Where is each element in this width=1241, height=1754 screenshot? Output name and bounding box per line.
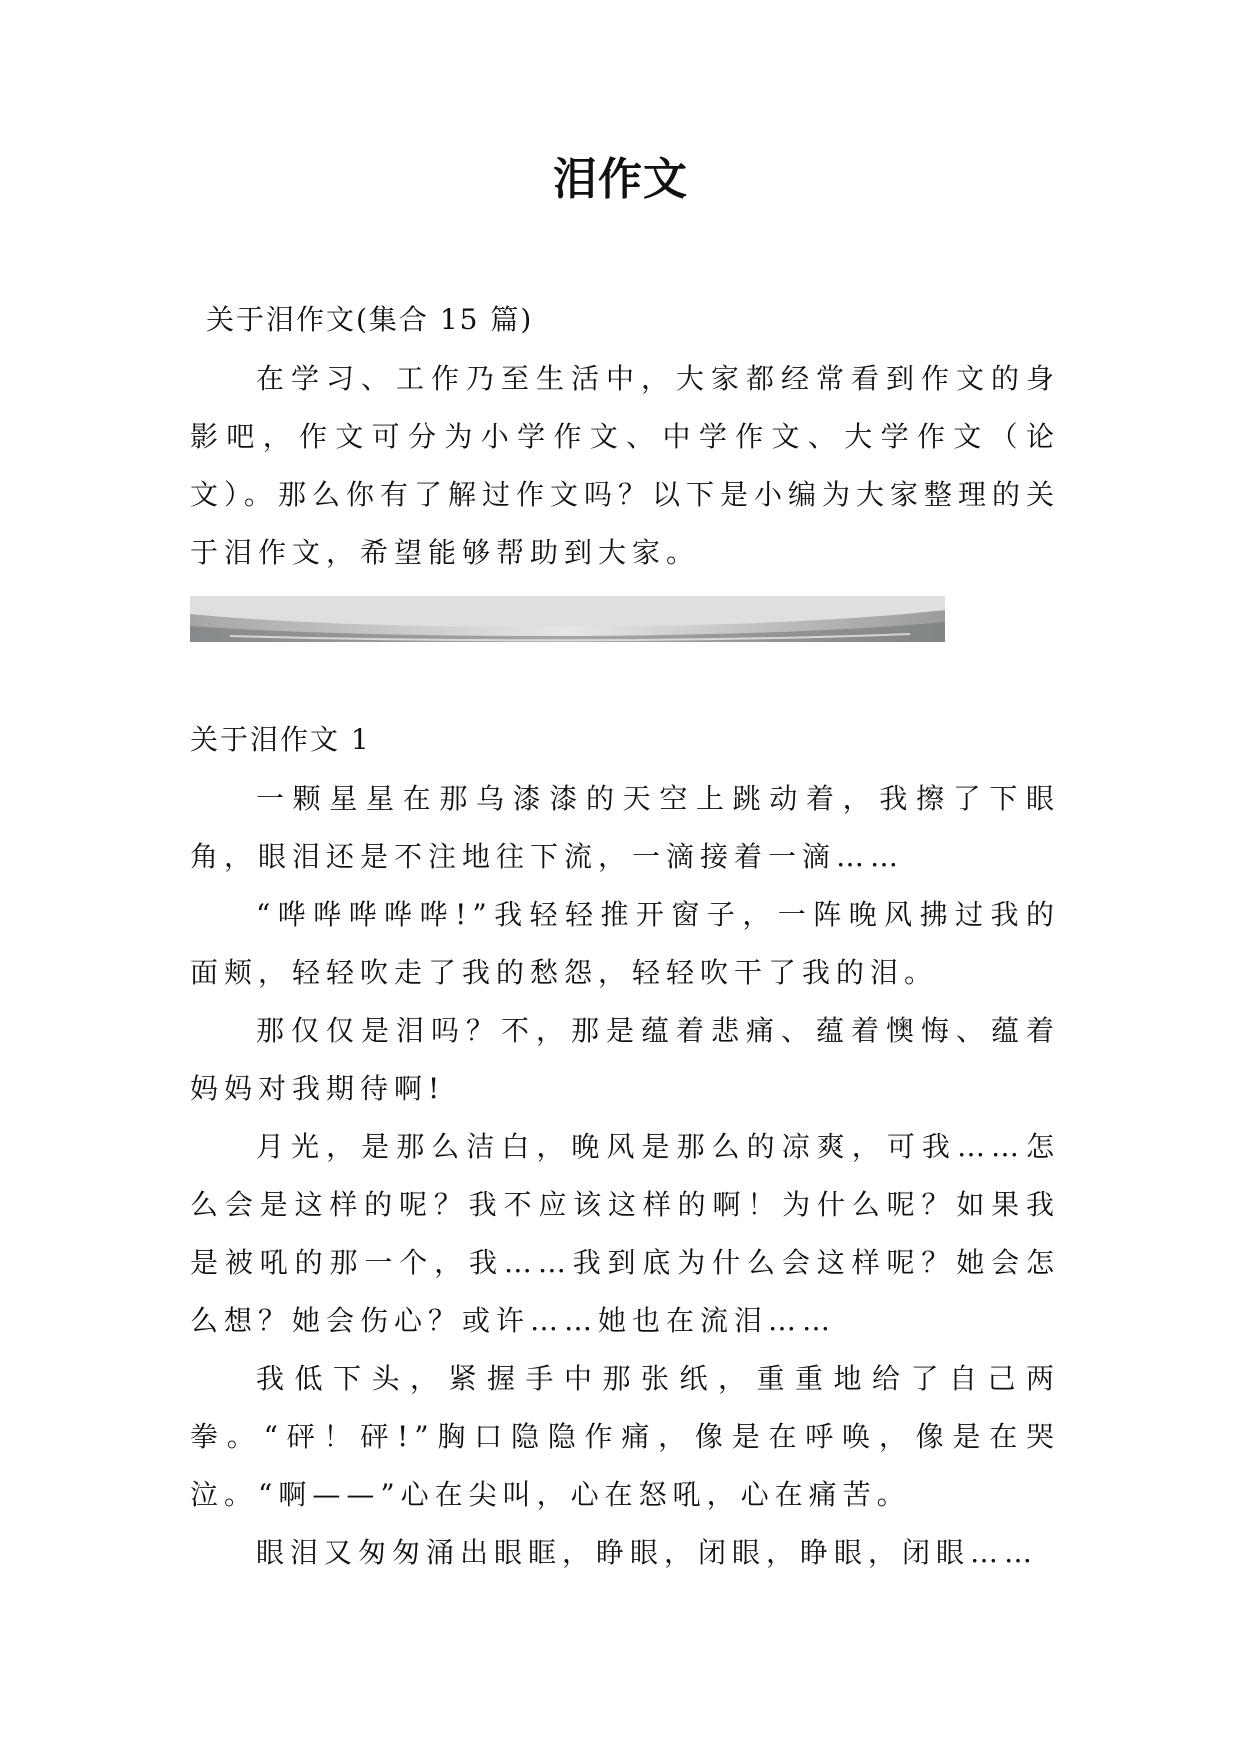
section-paragraph: 眼泪又匆匆涌出眼眶，睁眼，闭眼，睁眼，闭眼…… [256,1536,1039,1569]
section-paragraph: 月光，是那么洁白，晚风是那么的凉爽，可我……怎么会是这样的呢？我不应该这样的啊！为什么呢？如果我是被吼的那一个，我……我到底为什么会这样呢？她会怎么想？她会伤心？或许……她也在流泪…… [190,1130,1060,1337]
section-paragraph: “哗哗哗哗哗!”我轻轻推开窗子，一阵晚风拂过我的面颊，轻轻吹走了我的愁怨，轻轻吹干了我的泪。 [190,898,1060,989]
document-title: 泪作文 [553,154,688,205]
banner-image [190,596,945,642]
document-subtitle: 关于泪作文(集合 15 篇) [206,303,534,336]
section-paragraph: 那仅仅是泪吗？不，那是蕴着悲痛、蕴着懊悔、蕴着妈妈对我期待啊! [190,1014,1060,1105]
document-body [190,290,1060,1582]
section-paragraph: 一颗星星在那乌漆漆的天空上跳动着，我擦了下眼角，眼泪还是不注地往下流，一滴接着一滴…… [190,782,1060,873]
banner-graphic [190,596,945,642]
section-paragraph: 我低下头，紧握手中那张纸，重重地给了自己两拳。“砰！砰!”胸口隐隐作痛，像是在呼唤，像是在哭泣。“啊——”心在尖叫，心在怒吼，心在痛苦。 [190,1362,1060,1511]
intro-paragraph: 在学习、工作乃至生活中，大家都经常看到作文的身影吧，作文可分为小学作文、中学作文、大学作文（论文）。那么你有了解过作文吗？以下是小编为大家整理的关于泪作文，希望能够帮助到大家。 [190,362,1061,569]
section-heading: 关于泪作文 1 [190,723,371,756]
